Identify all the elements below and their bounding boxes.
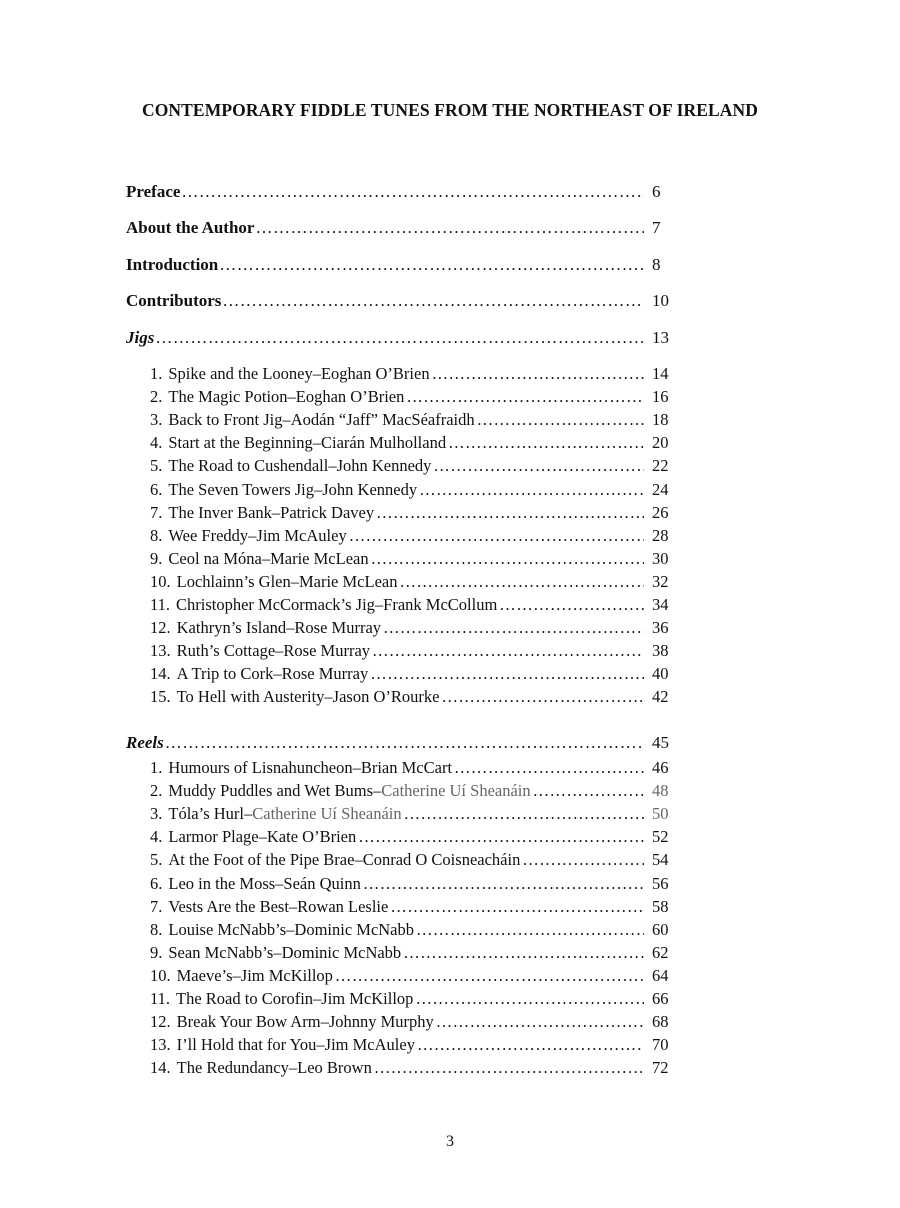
tune-page: 24	[652, 479, 669, 499]
tune-number: 5.	[150, 850, 163, 870]
title-separator: –	[288, 1058, 298, 1078]
composer-name: Kate O’Brien	[266, 827, 357, 847]
title-separator: –	[374, 595, 384, 614]
title-separator: –	[286, 919, 295, 939]
title-separator: –	[312, 364, 321, 383]
tune-title: Lochlainn’s Glen	[176, 571, 291, 591]
tune-entry[interactable]	[150, 432, 686, 454]
tune-title: Back to Front Jig	[168, 410, 283, 430]
tune-number: 5.	[150, 456, 163, 476]
toc-label: Introduction	[126, 255, 219, 274]
title-separator: –	[316, 1035, 325, 1055]
tune-page: 72	[652, 1058, 669, 1078]
tune-title: Vests Are the Best	[168, 896, 289, 916]
tune-number: 15.	[150, 687, 171, 707]
tune-title: Ruth’s Cottage	[176, 641, 276, 661]
dot-leader	[369, 548, 644, 570]
tune-title: The Inver Bank	[168, 502, 272, 522]
tune-number: 6.	[150, 479, 163, 499]
tune-entry[interactable]	[150, 919, 686, 941]
tune-title: A Trip to Cork	[176, 664, 274, 684]
dot-leader	[415, 1034, 644, 1056]
tune-page: 62	[652, 942, 669, 962]
tune-title: Ceol na Móna	[168, 548, 262, 568]
composer-name: Rose Murray	[281, 664, 369, 684]
composer-name: Rose Murray	[294, 618, 382, 638]
dot-leader	[497, 594, 644, 616]
tune-entry[interactable]	[150, 409, 686, 431]
tune-number: 9.	[150, 942, 163, 962]
tune-number: 13.	[150, 1035, 171, 1055]
tune-title: Leo in the Moss	[168, 873, 276, 893]
dot-leader	[434, 1011, 644, 1033]
dot-leader	[164, 732, 644, 754]
dot-leader	[374, 502, 644, 524]
tune-number: 4.	[150, 433, 163, 453]
tune-title: Christopher McCormack’s Jig	[176, 595, 375, 614]
dot-leader	[446, 432, 644, 454]
tune-title: To Hell with Austerity	[176, 687, 325, 707]
dot-leader	[333, 965, 644, 987]
tune-page: 26	[652, 502, 669, 522]
tune-page: 70	[652, 1035, 669, 1055]
dot-leader	[431, 455, 644, 477]
tune-number: 14.	[150, 664, 171, 684]
tune-entry[interactable]	[150, 548, 686, 570]
tune-title: At the Foot of the Pipe Brae	[168, 850, 355, 870]
title-separator: –	[261, 548, 271, 568]
tune-number: 12.	[150, 618, 171, 638]
tune-page: 32	[652, 571, 669, 591]
composer-name: Jim McAuley	[324, 1035, 415, 1055]
tune-entry[interactable]	[150, 455, 686, 477]
toc-label: Reels	[126, 733, 164, 752]
composer-name: Dominic McNabb	[294, 919, 415, 939]
tune-page: 28	[652, 525, 669, 545]
toc-entry-contributors[interactable]	[126, 290, 686, 312]
toc-page: 6	[652, 182, 661, 201]
tune-number: 7.	[150, 502, 163, 522]
dot-leader	[402, 803, 644, 825]
composer-name: Seán Quinn	[283, 873, 361, 893]
composer-name: Jim McKillop	[240, 965, 333, 985]
tune-entry[interactable]	[150, 780, 686, 802]
tune-number: 1.	[150, 758, 163, 777]
composer-name: Dominic McNabb	[281, 942, 402, 962]
tune-title: Kathryn’s Island	[176, 618, 287, 638]
composer-name: John Kennedy	[336, 456, 432, 476]
tune-number: 10.	[150, 965, 171, 985]
dot-leader	[414, 919, 644, 941]
toc-label: About the Author	[126, 218, 255, 237]
tune-page: 52	[652, 827, 669, 847]
tune-title: The Road to Corofin	[176, 989, 314, 1008]
toc-page: 7	[652, 218, 661, 237]
title-separator: –	[273, 942, 282, 962]
title-separator: –	[282, 410, 291, 430]
tune-page: 34	[652, 595, 669, 614]
tune-entry[interactable]	[150, 502, 686, 524]
composer-name: Catherine Uí Sheanáin	[381, 781, 531, 801]
tune-number: 3.	[150, 804, 163, 824]
dot-leader	[531, 780, 644, 802]
composer-name: Jim McKillop	[321, 989, 414, 1008]
tune-number: 2.	[150, 781, 163, 801]
title-separator: –	[258, 827, 267, 847]
toc-label: Preface	[126, 182, 181, 201]
tune-number: 4.	[150, 827, 163, 847]
tune-page: 36	[652, 618, 669, 638]
dot-leader	[452, 757, 644, 779]
title-separator: –	[287, 387, 296, 407]
tune-entry[interactable]	[150, 757, 686, 779]
tune-title: The Seven Towers Jig	[168, 479, 315, 499]
toc-page: 8	[652, 255, 661, 274]
page-number: 3	[446, 1133, 454, 1150]
toc-page: 45	[652, 733, 669, 752]
tune-page: 18	[652, 410, 669, 430]
dot-leader	[221, 290, 644, 312]
tune-page: 40	[652, 664, 669, 684]
tune-number: 3.	[150, 410, 163, 430]
tune-title: Tóla’s Hurl	[168, 804, 244, 824]
title-separator: –	[354, 850, 363, 870]
title-separator: –	[244, 804, 253, 824]
dot-leader	[381, 617, 644, 639]
title-separator: –	[275, 873, 284, 893]
document-title: CONTEMPORARY FIDDLE TUNES FROM THE NORTHEAST OF IRELAND	[141, 100, 759, 120]
composer-name: Frank McCollum	[383, 595, 498, 614]
tune-title: I’ll Hold that for You	[176, 1035, 317, 1055]
composer-name: Aodán “Jaff” MacSéafraidh	[290, 410, 475, 430]
tune-page: 54	[652, 850, 669, 870]
title-separator: –	[314, 479, 323, 499]
dot-leader	[404, 386, 644, 408]
composer-name: Eoghan O’Brien	[320, 364, 430, 383]
composer-name: Ciarán Mulholland	[320, 433, 447, 453]
tune-number: 12.	[150, 1012, 171, 1032]
dot-leader	[372, 1057, 644, 1079]
composer-name: Eoghan O’Brien	[295, 387, 405, 407]
tune-number: 10.	[150, 571, 171, 591]
composer-name: Patrick Davey	[280, 502, 375, 522]
tune-entry[interactable]	[150, 640, 686, 662]
dot-leader	[397, 571, 644, 593]
tune-page: 46	[652, 758, 669, 777]
dot-leader	[401, 942, 644, 964]
tune-number: 7.	[150, 896, 163, 916]
toc-label: Contributors	[126, 291, 222, 310]
title-separator: –	[328, 456, 337, 476]
tune-entry[interactable]	[150, 686, 686, 708]
toc-entry-about-author[interactable]	[126, 217, 686, 239]
dot-leader	[347, 525, 644, 547]
dot-leader	[180, 181, 644, 203]
dot-leader	[439, 686, 644, 708]
title-separator: –	[352, 758, 361, 777]
composer-name: Marie McLean	[298, 571, 398, 591]
tune-page: 50	[652, 804, 669, 824]
dot-leader	[356, 826, 644, 848]
title-separator: –	[288, 896, 298, 916]
tune-number: 2.	[150, 387, 163, 407]
tune-title: The Road to Cushendall	[168, 456, 329, 476]
title-separator: –	[373, 781, 382, 801]
title-separator: –	[313, 989, 322, 1008]
tune-title: Maeve’s	[176, 965, 233, 985]
tune-page: 58	[652, 896, 669, 916]
toc-entry-preface[interactable]	[126, 181, 686, 203]
dot-leader	[417, 479, 644, 501]
dot-leader	[413, 988, 644, 1010]
tune-entry[interactable]	[150, 617, 686, 639]
tune-number: 11.	[150, 989, 171, 1008]
tune-title: Start at the Beginning	[168, 433, 313, 453]
tune-page: 20	[652, 433, 669, 453]
tune-page: 56	[652, 873, 669, 893]
tune-title: Break Your Bow Arm	[176, 1012, 321, 1032]
tune-page: 64	[652, 965, 669, 985]
tune-entry[interactable]	[150, 988, 686, 1010]
dot-leader	[388, 896, 644, 918]
title-separator: –	[273, 664, 282, 684]
composer-name: Rowan Leslie	[297, 896, 389, 916]
tune-title: Wee Freddy	[168, 525, 249, 545]
title-separator: –	[320, 1012, 329, 1032]
tune-entry[interactable]	[150, 1057, 686, 1079]
tune-title: Sean McNabb’s	[168, 942, 274, 962]
tune-page: 60	[652, 919, 669, 939]
tune-number: 1.	[150, 364, 163, 383]
tune-entry[interactable]	[150, 942, 686, 964]
composer-name: Leo Brown	[297, 1058, 372, 1078]
composer-name: Conrad O Coisneacháin	[362, 850, 521, 870]
toc-entry-reels[interactable]	[126, 732, 686, 754]
dot-leader	[218, 254, 644, 276]
composer-name: Johnny Murphy	[328, 1012, 434, 1032]
title-separator: –	[248, 525, 257, 545]
dot-leader	[370, 640, 644, 662]
tune-title: The Magic Potion	[168, 387, 288, 407]
tune-entry[interactable]	[150, 1034, 686, 1056]
tune-number: 11.	[150, 595, 171, 614]
tune-page: 66	[652, 989, 669, 1008]
tune-entry[interactable]	[150, 525, 686, 547]
tune-page: 42	[652, 687, 669, 707]
tune-number: 8.	[150, 919, 163, 939]
title-separator: –	[232, 965, 241, 985]
dot-leader	[520, 849, 644, 871]
tune-page: 22	[652, 456, 669, 476]
title-separator: –	[324, 687, 333, 707]
tune-entry[interactable]	[150, 363, 686, 385]
dot-leader	[475, 409, 644, 431]
dot-leader	[254, 217, 644, 239]
tune-number: 13.	[150, 641, 171, 661]
tune-number: 8.	[150, 525, 163, 545]
dot-leader	[430, 363, 644, 385]
composer-name: Jim McAuley	[256, 525, 347, 545]
title-separator: –	[312, 433, 321, 453]
tune-title: Humours of Lisnahuncheon	[168, 758, 353, 777]
tune-title: Spike and the Looney	[168, 364, 313, 383]
tune-title: Muddy Puddles and Wet Bums	[168, 781, 373, 801]
tune-number: 9.	[150, 548, 163, 568]
title-separator: –	[286, 618, 295, 638]
tune-page: 68	[652, 1012, 669, 1032]
tune-page: 38	[652, 641, 669, 661]
toc-entry-jigs[interactable]	[126, 327, 686, 349]
title-separator: –	[275, 641, 284, 661]
tune-entry[interactable]	[150, 594, 686, 616]
tune-number: 6.	[150, 873, 163, 893]
tune-entry[interactable]	[150, 826, 686, 848]
title-separator: –	[271, 502, 281, 522]
tune-page: 48	[652, 781, 669, 801]
composer-name: Jason O’Rourke	[332, 687, 440, 707]
tune-entry[interactable]	[150, 965, 686, 987]
toc-page: 10	[652, 291, 669, 310]
tune-entry[interactable]	[150, 896, 686, 918]
tune-entry[interactable]	[150, 663, 686, 685]
tune-entry[interactable]	[150, 479, 686, 501]
tune-entry[interactable]	[150, 803, 686, 825]
dot-leader	[154, 327, 644, 349]
tune-number: 14.	[150, 1058, 171, 1078]
composer-name: Catherine Uí Sheanáin	[252, 804, 402, 824]
tune-title: The Redundancy	[176, 1058, 289, 1078]
title-separator: –	[290, 571, 299, 591]
tune-page: 16	[652, 387, 669, 407]
composer-name: Brian McCart	[360, 758, 453, 777]
toc-label: Jigs	[126, 328, 155, 347]
composer-name: Marie McLean	[270, 548, 369, 568]
toc-entry-introduction[interactable]	[126, 254, 686, 276]
composer-name: Rose Murray	[283, 641, 371, 661]
tune-entry[interactable]	[150, 1011, 686, 1033]
tune-title: Larmor Plage	[168, 827, 259, 847]
tune-entry[interactable]	[150, 386, 686, 408]
tune-page: 30	[652, 548, 669, 568]
toc-page: 13	[652, 328, 669, 347]
dot-leader	[361, 873, 644, 895]
tune-entry[interactable]	[150, 849, 686, 871]
tune-page: 14	[652, 364, 669, 383]
dot-leader	[368, 663, 644, 685]
tune-entry[interactable]	[150, 571, 686, 593]
tune-title: Louise McNabb’s	[168, 919, 287, 939]
composer-name: John Kennedy	[322, 479, 418, 499]
tune-entry[interactable]	[150, 873, 686, 895]
